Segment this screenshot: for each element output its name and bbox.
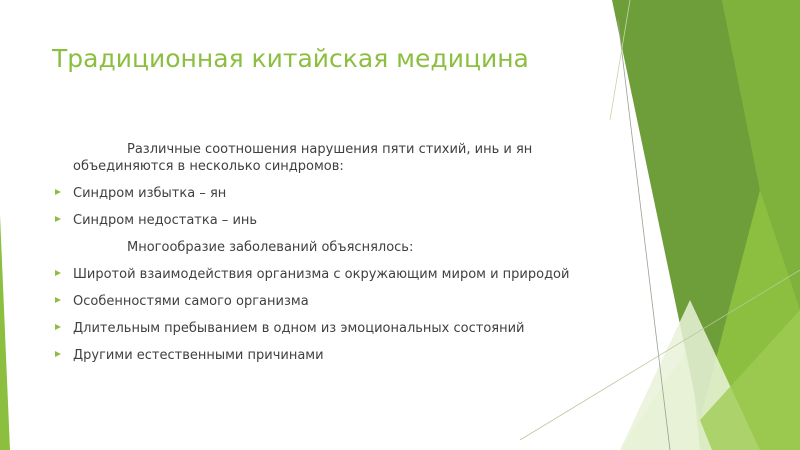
left-stripe bbox=[0, 215, 10, 450]
bullet-item-cause-4 bbox=[55, 347, 600, 364]
bullet-arrow-icon bbox=[55, 189, 61, 195]
bullet-text: Длительным пребыванием в одном из эмоциональных состояний bbox=[73, 321, 525, 336]
bullet-item-cause-1 bbox=[55, 266, 600, 283]
bullet-arrow-icon bbox=[55, 216, 61, 222]
bullet-text: Особенностями самого организма bbox=[73, 294, 309, 309]
bullet-item-cause-3 bbox=[55, 320, 600, 337]
bullet-item-cause-2 bbox=[55, 293, 600, 310]
bullet-arrow-icon bbox=[55, 351, 61, 357]
bullet-item-syndrome-excess bbox=[55, 185, 600, 202]
bullet-text: Широтой взаимодействия организма с окружающим миром и природой bbox=[73, 267, 570, 282]
bullet-item-syndrome-deficiency bbox=[55, 212, 600, 229]
bullet-arrow-icon bbox=[55, 270, 61, 276]
subheading: Многообразие заболеваний объяснялось: bbox=[127, 240, 414, 255]
slide-title: Традиционная китайская медицина bbox=[52, 44, 529, 73]
bullet-arrow-icon bbox=[55, 297, 61, 303]
slide-body bbox=[55, 141, 600, 374]
bullet-text: Другими естественными причинами bbox=[73, 348, 324, 363]
bullet-arrow-icon bbox=[55, 324, 61, 330]
intro-paragraph: Различные соотношения нарушения пяти стихий, инь и ян объединяются в несколько синдромов: bbox=[73, 142, 533, 174]
bullet-text: Синдром избытка – ян bbox=[73, 186, 227, 201]
bullet-text: Синдром недостатка – инь bbox=[73, 213, 258, 228]
